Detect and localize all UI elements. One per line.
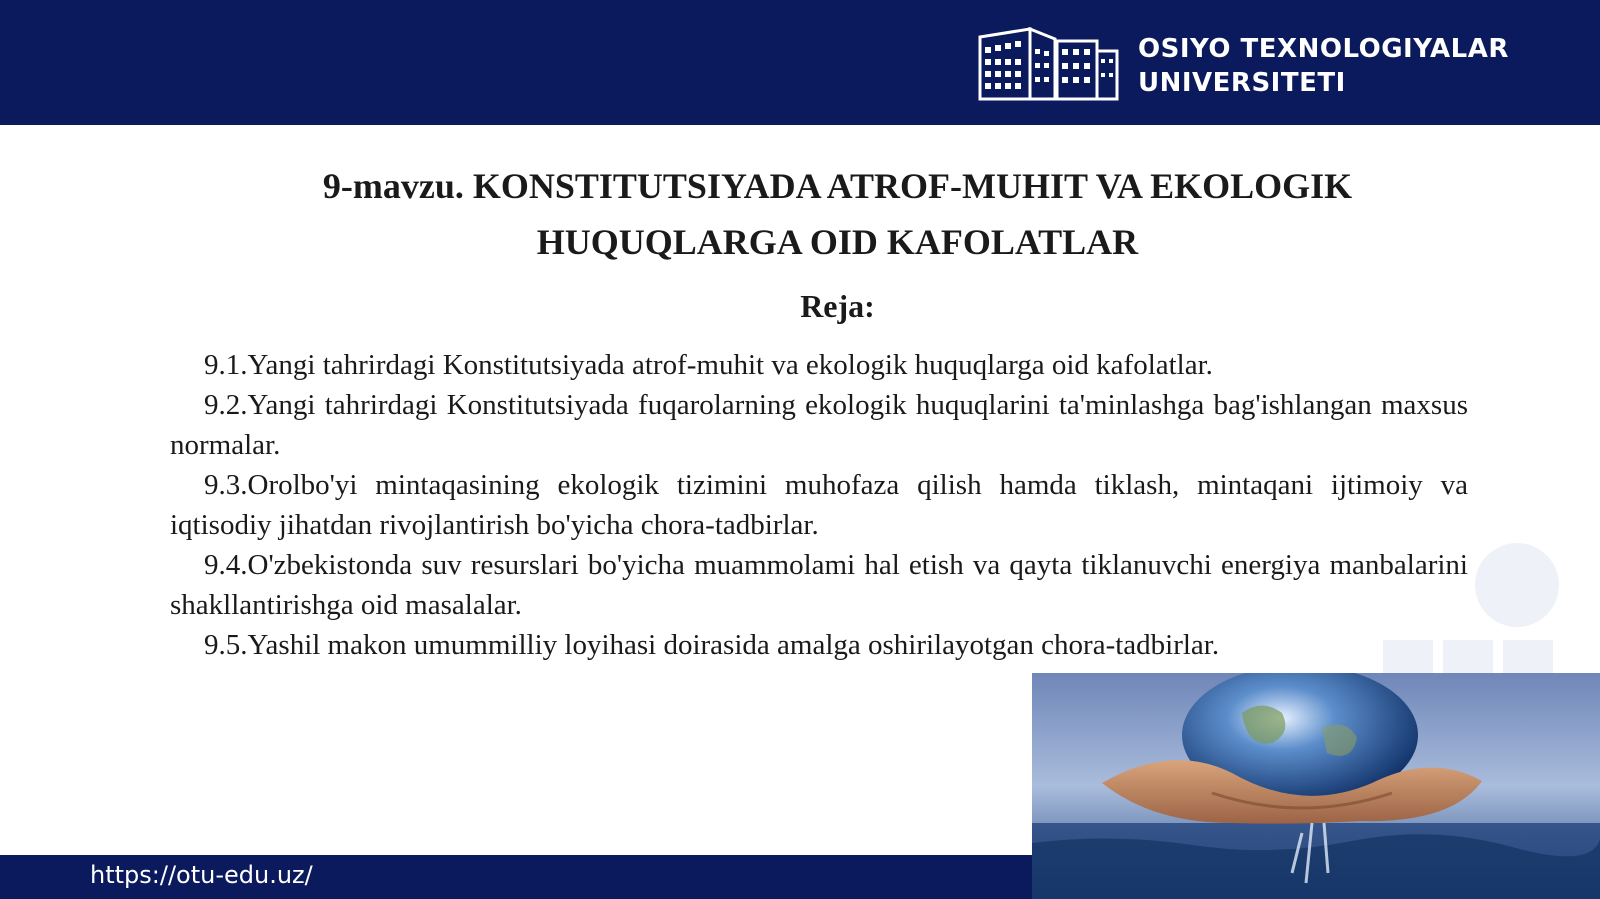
university-name-line1: OSIYO TEXNOLOGIYALAR bbox=[1138, 34, 1509, 64]
university-name-line2: UNIVERSITETI bbox=[1138, 68, 1346, 98]
slide-title bbox=[170, 158, 1505, 270]
header-bar bbox=[0, 0, 1600, 125]
plan-heading: Reja: bbox=[800, 288, 875, 324]
slide-title-line2: HUQUQLARGA OID KAFOLATLAR bbox=[536, 222, 1139, 262]
plan-list bbox=[170, 345, 1468, 665]
slide-title-line1: 9-mavzu. KONSTITUTSIYADA ATROF-MUHIT VA EKOLOGIK bbox=[322, 166, 1353, 206]
footer-bar bbox=[0, 855, 1032, 899]
website-link[interactable]: https://otu-edu.uz/ bbox=[90, 861, 313, 889]
plan-item: 9.1.Yangi tahrirdagi Konstitutsiyada atrof-muhit va ekologik huquqlarga oid kafolatlar. bbox=[204, 349, 1213, 381]
university-building-icon bbox=[975, 27, 1120, 101]
plan-item: 9.4.O'zbekistonda suv resurslari bo'yicha muammolami hal etish va qayta tiklanuvchi energiya manbalarini shakllantirishga oid masalalar. bbox=[170, 549, 1468, 621]
university-name bbox=[1138, 32, 1509, 100]
plan-item: 9.3.Orolbo'yi mintaqasining ekologik tizimini muhofaza qilish hamda tiklash, mintaqani ijtimoiy va iqtisodiy jihatdan rivojlantirish bo'yicha chora-tadbirlar. bbox=[170, 469, 1468, 541]
plan-item: 9.2.Yangi tahrirdagi Konstitutsiyada fuqarolarning ekologik huquqlarini ta'minlashga bag'ishlangan maxsus normalar. bbox=[170, 389, 1468, 461]
earth-in-hands-photo bbox=[1032, 673, 1600, 899]
plan-item: 9.5.Yashil makon umummilliy loyihasi doirasida amalga oshirilayotgan chora-tadbirlar. bbox=[204, 629, 1220, 661]
